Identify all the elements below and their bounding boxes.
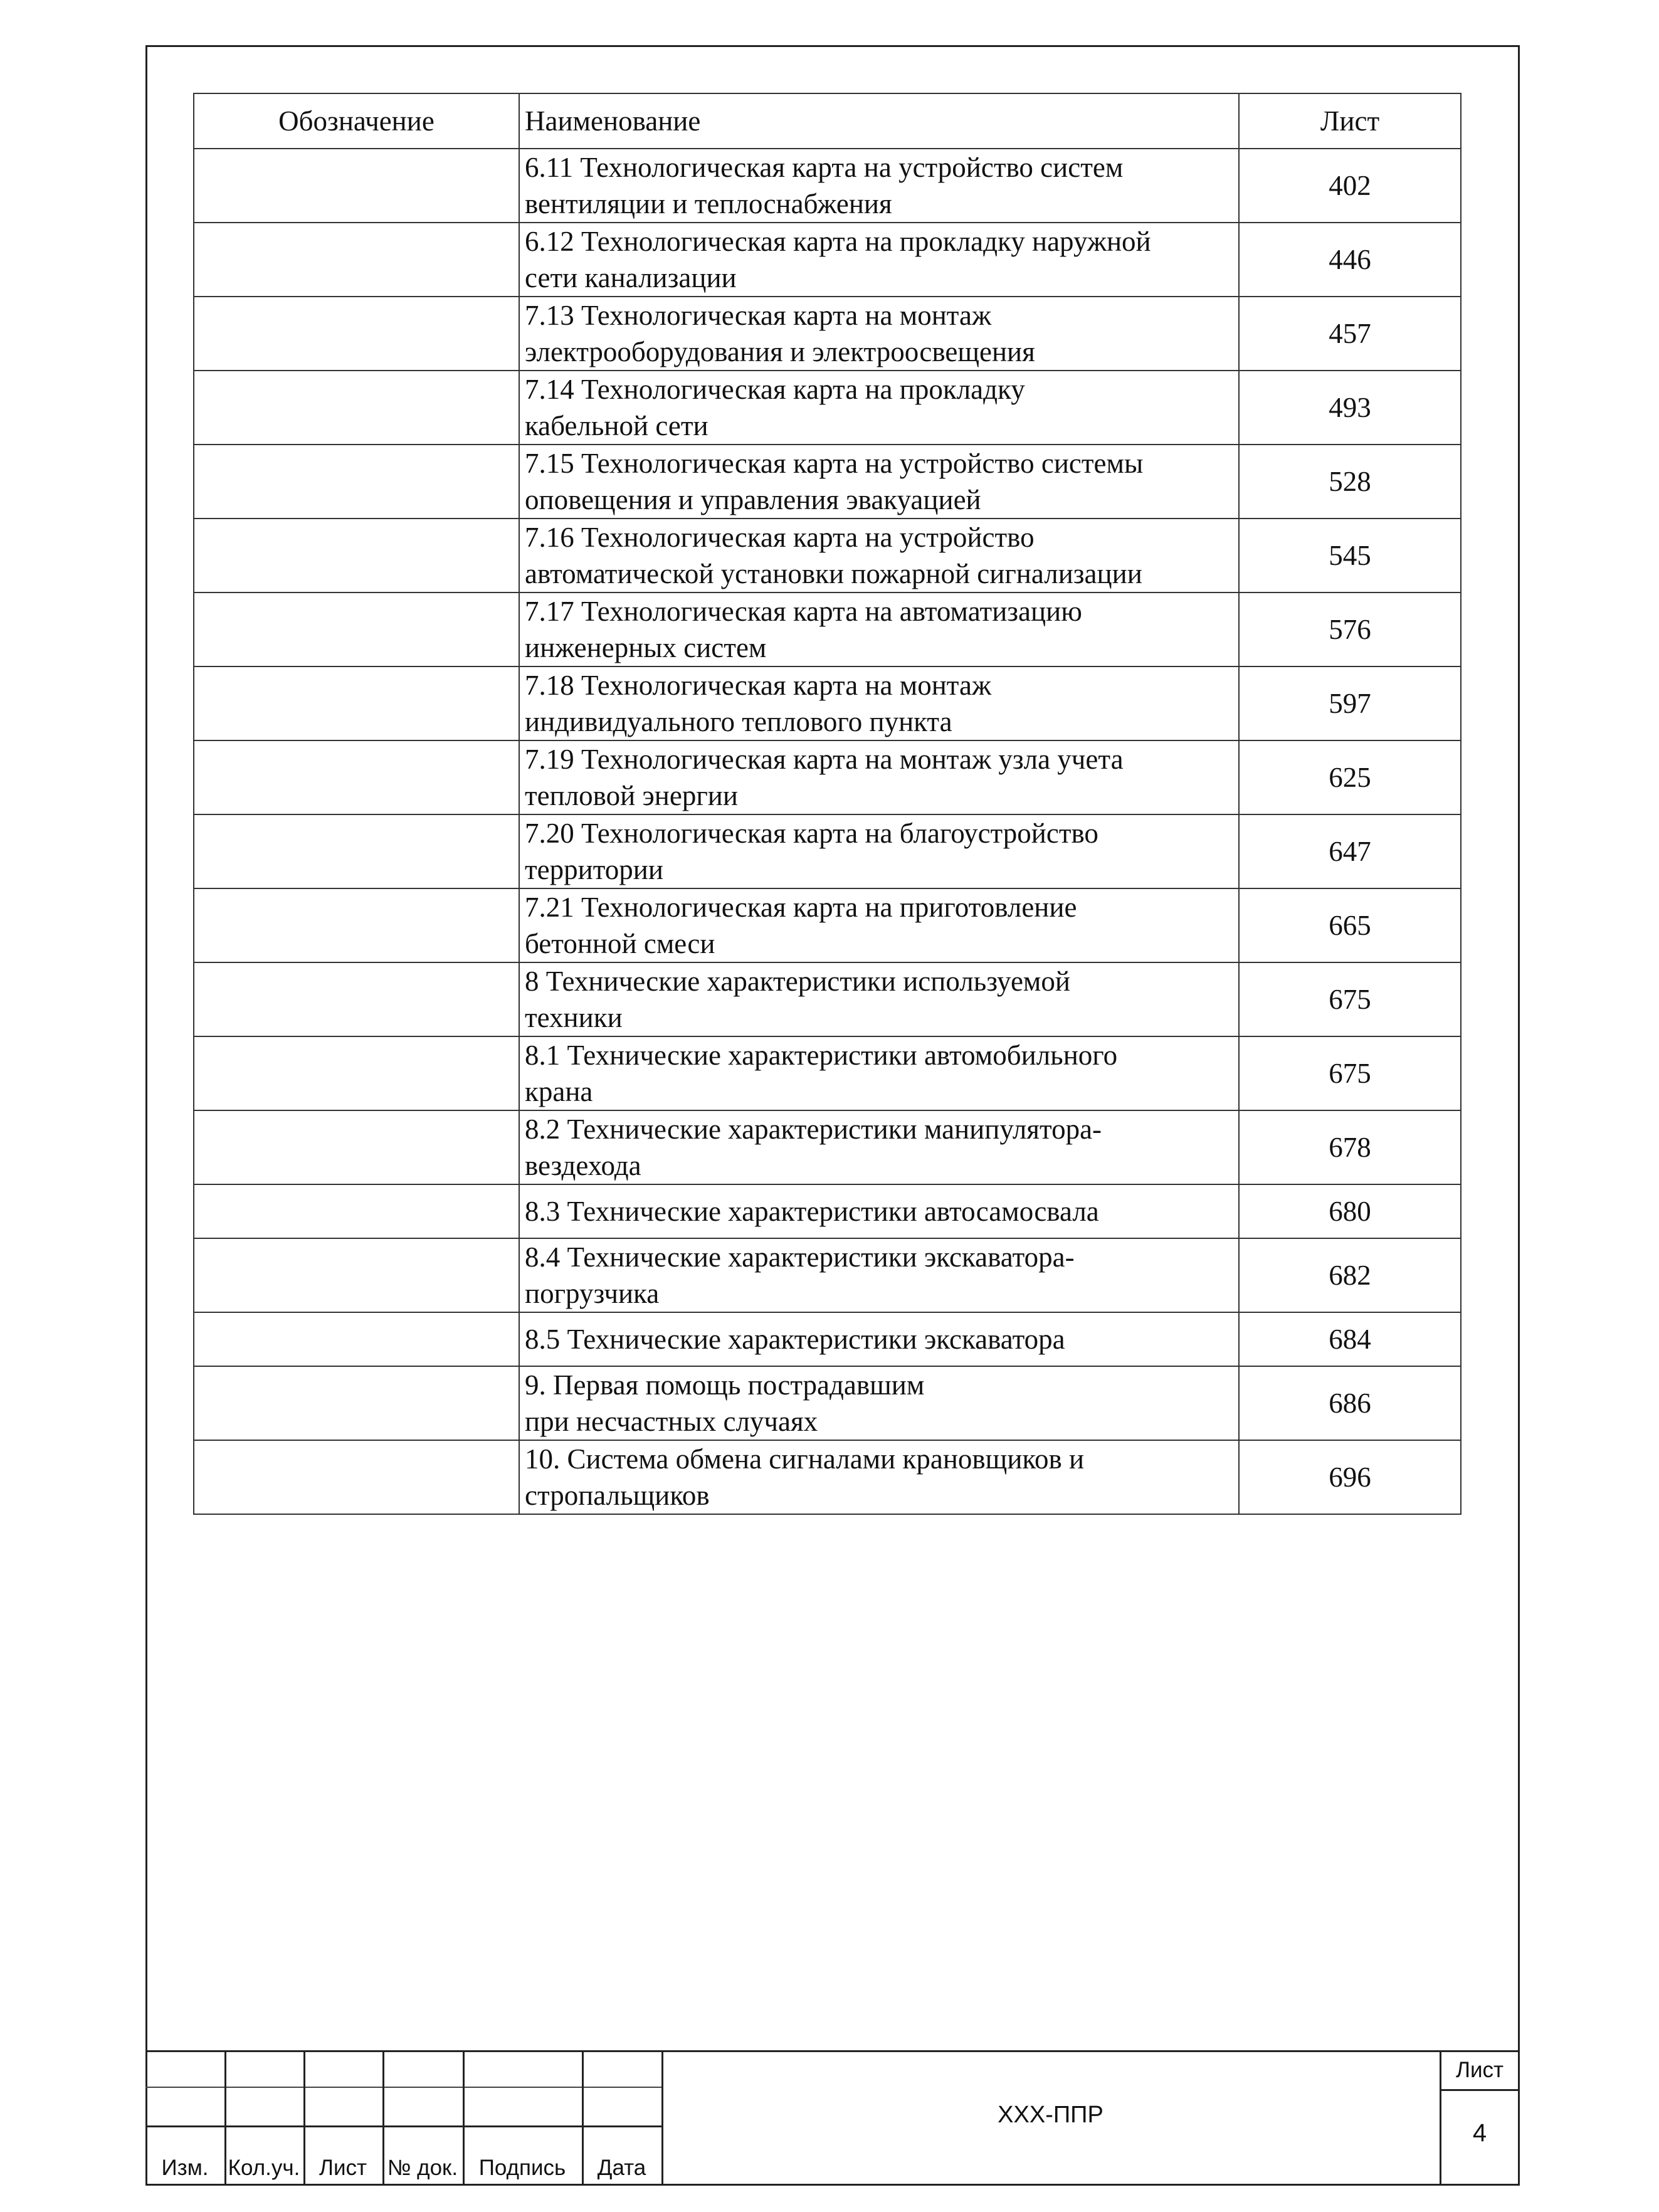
row-name-line: 7.20 Технологическая карта на благоустройство — [525, 818, 1098, 849]
row-designation — [194, 223, 519, 297]
row-name-line: при несчастных случаях — [525, 1406, 818, 1437]
row-sheet: 682 — [1239, 1238, 1461, 1312]
row-sheet: 675 — [1239, 1036, 1461, 1110]
row-sheet: 457 — [1239, 297, 1461, 371]
row-sheet: 647 — [1239, 814, 1461, 888]
row-name — [519, 1366, 1239, 1440]
row-sheet: 680 — [1239, 1184, 1461, 1238]
table-row — [194, 962, 1461, 1036]
row-name-line: 8.1 Технические характеристики автомобильного — [525, 1040, 1118, 1071]
row-sheet: 675 — [1239, 962, 1461, 1036]
table-row — [194, 519, 1461, 592]
row-name — [519, 149, 1239, 223]
row-sheet: 493 — [1239, 371, 1461, 445]
label-kol-uch: Кол.уч. — [228, 2156, 300, 2180]
row-name — [519, 1238, 1239, 1312]
contents-table — [193, 93, 1462, 1515]
row-name-line: 10. Система обмена сигналами крановщиков и — [525, 1443, 1085, 1475]
row-name-line: 9. Первая помощь пострадавшим — [525, 1369, 925, 1401]
row-designation — [194, 814, 519, 888]
row-designation — [194, 1110, 519, 1184]
row-sheet: 678 — [1239, 1110, 1461, 1184]
row-designation — [194, 1238, 519, 1312]
row-name-line: погрузчика — [525, 1278, 660, 1309]
table-row — [194, 1238, 1461, 1312]
row-sheet: 665 — [1239, 888, 1461, 962]
header-sheet: Лист — [1239, 93, 1461, 149]
row-sheet: 597 — [1239, 666, 1461, 740]
table-row — [194, 1184, 1461, 1238]
label-no-dok: № док. — [387, 2156, 458, 2180]
row-name-line: индивидуального теплового пункта — [525, 706, 952, 737]
row-name-line: 7.16 Технологическая карта на устройство — [525, 522, 1035, 553]
table-row — [194, 1036, 1461, 1110]
label-data: Дата — [597, 2156, 646, 2180]
header-designation: Обозначение — [194, 93, 519, 149]
row-name-line: крана — [525, 1076, 593, 1107]
row-sheet: 402 — [1239, 149, 1461, 223]
row-name — [519, 962, 1239, 1036]
table-row — [194, 297, 1461, 371]
row-name-line: сети канализации — [525, 262, 737, 293]
row-sheet: 576 — [1239, 592, 1461, 666]
row-name-line: 7.18 Технологическая карта на монтаж — [525, 670, 992, 701]
table-row — [194, 149, 1461, 223]
row-name-line: кабельной сети — [525, 410, 708, 441]
row-name-line: бетонной смеси — [525, 928, 715, 959]
row-name — [519, 1440, 1239, 1514]
row-designation — [194, 592, 519, 666]
row-name — [519, 1184, 1239, 1238]
row-sheet: 625 — [1239, 740, 1461, 814]
label-podpis: Подпись — [478, 2156, 566, 2180]
table-row — [194, 223, 1461, 297]
table-row — [194, 888, 1461, 962]
table-row — [194, 666, 1461, 740]
row-name — [519, 519, 1239, 592]
row-name — [519, 814, 1239, 888]
row-name-line: электрооборудования и электроосвещения — [525, 336, 1035, 367]
header-name: Наименование — [519, 93, 1239, 149]
row-name-line: 6.12 Технологическая карта на прокладку наружной — [525, 226, 1151, 257]
row-name-line: 7.14 Технологическая карта на прокладку — [525, 374, 1025, 405]
row-designation — [194, 519, 519, 592]
table-row — [194, 592, 1461, 666]
table-header-row — [194, 93, 1461, 149]
row-designation — [194, 1312, 519, 1366]
row-designation — [194, 962, 519, 1036]
row-name — [519, 1036, 1239, 1110]
row-name — [519, 223, 1239, 297]
row-sheet: 696 — [1239, 1440, 1461, 1514]
row-name-line: территории — [525, 854, 663, 885]
row-designation — [194, 445, 519, 519]
row-name-line: оповещения и управления эвакуацией — [525, 484, 981, 515]
row-sheet: 446 — [1239, 223, 1461, 297]
row-name — [519, 1312, 1239, 1366]
table-row — [194, 740, 1461, 814]
row-designation — [194, 1366, 519, 1440]
sheet-number: 4 — [1472, 2119, 1487, 2147]
table-row — [194, 814, 1461, 888]
row-name-line: 7.17 Технологическая карта на автоматизацию — [525, 596, 1082, 627]
row-name-line: инженерных систем — [525, 632, 767, 663]
title-block — [145, 2050, 1520, 2186]
sheet-label: Лист — [1455, 2058, 1504, 2082]
row-name — [519, 592, 1239, 666]
row-designation — [194, 1184, 519, 1238]
row-sheet: 686 — [1239, 1366, 1461, 1440]
table-row — [194, 1312, 1461, 1366]
row-designation — [194, 666, 519, 740]
row-name — [519, 888, 1239, 962]
row-name — [519, 740, 1239, 814]
row-name — [519, 666, 1239, 740]
row-designation — [194, 740, 519, 814]
row-name — [519, 445, 1239, 519]
row-designation — [194, 1440, 519, 1514]
row-designation — [194, 1036, 519, 1110]
document-code: XXX-ППР — [998, 2102, 1103, 2128]
row-designation — [194, 371, 519, 445]
row-name-line: 7.19 Технологическая карта на монтаж узла учета — [525, 744, 1124, 775]
contents-body — [194, 149, 1461, 1514]
table-row — [194, 1110, 1461, 1184]
table-row — [194, 445, 1461, 519]
label-list: Лист — [319, 2156, 367, 2180]
row-sheet: 528 — [1239, 445, 1461, 519]
row-sheet: 545 — [1239, 519, 1461, 592]
row-name — [519, 1110, 1239, 1184]
row-designation — [194, 297, 519, 371]
row-name-line: 6.11 Технологическая карта на устройство систем — [525, 152, 1124, 183]
row-name-line: 7.15 Технологическая карта на устройство системы — [525, 448, 1144, 479]
table-row — [194, 1440, 1461, 1514]
row-name-line: тепловой энергии — [525, 780, 738, 811]
row-designation — [194, 888, 519, 962]
row-name-line: стропальщиков — [525, 1480, 710, 1511]
row-name-line: 8.3 Технические характеристики автосамосвала — [525, 1196, 1099, 1227]
row-name-line: 7.13 Технологическая карта на монтаж — [525, 300, 992, 331]
table-row — [194, 1366, 1461, 1440]
row-name-line: техники — [525, 1002, 623, 1033]
row-name-line: 8.5 Технические характеристики экскаватора — [525, 1324, 1065, 1355]
row-name — [519, 297, 1239, 371]
row-name-line: 8.2 Технические характеристики манипулятора- — [525, 1114, 1102, 1145]
label-izm: Изм. — [161, 2156, 209, 2180]
row-designation — [194, 149, 519, 223]
row-name-line: 8 Технические характеристики используемой — [525, 966, 1070, 997]
row-name-line: 8.4 Технические характеристики экскаватора- — [525, 1241, 1075, 1273]
table-row — [194, 371, 1461, 445]
row-name-line: 7.21 Технологическая карта на приготовление — [525, 892, 1077, 923]
row-name-line: автоматической установки пожарной сигнализации — [525, 558, 1142, 589]
row-name-line: вездехода — [525, 1150, 641, 1181]
row-name-line: вентиляции и теплоснабжения — [525, 188, 892, 219]
row-name — [519, 371, 1239, 445]
row-sheet: 684 — [1239, 1312, 1461, 1366]
